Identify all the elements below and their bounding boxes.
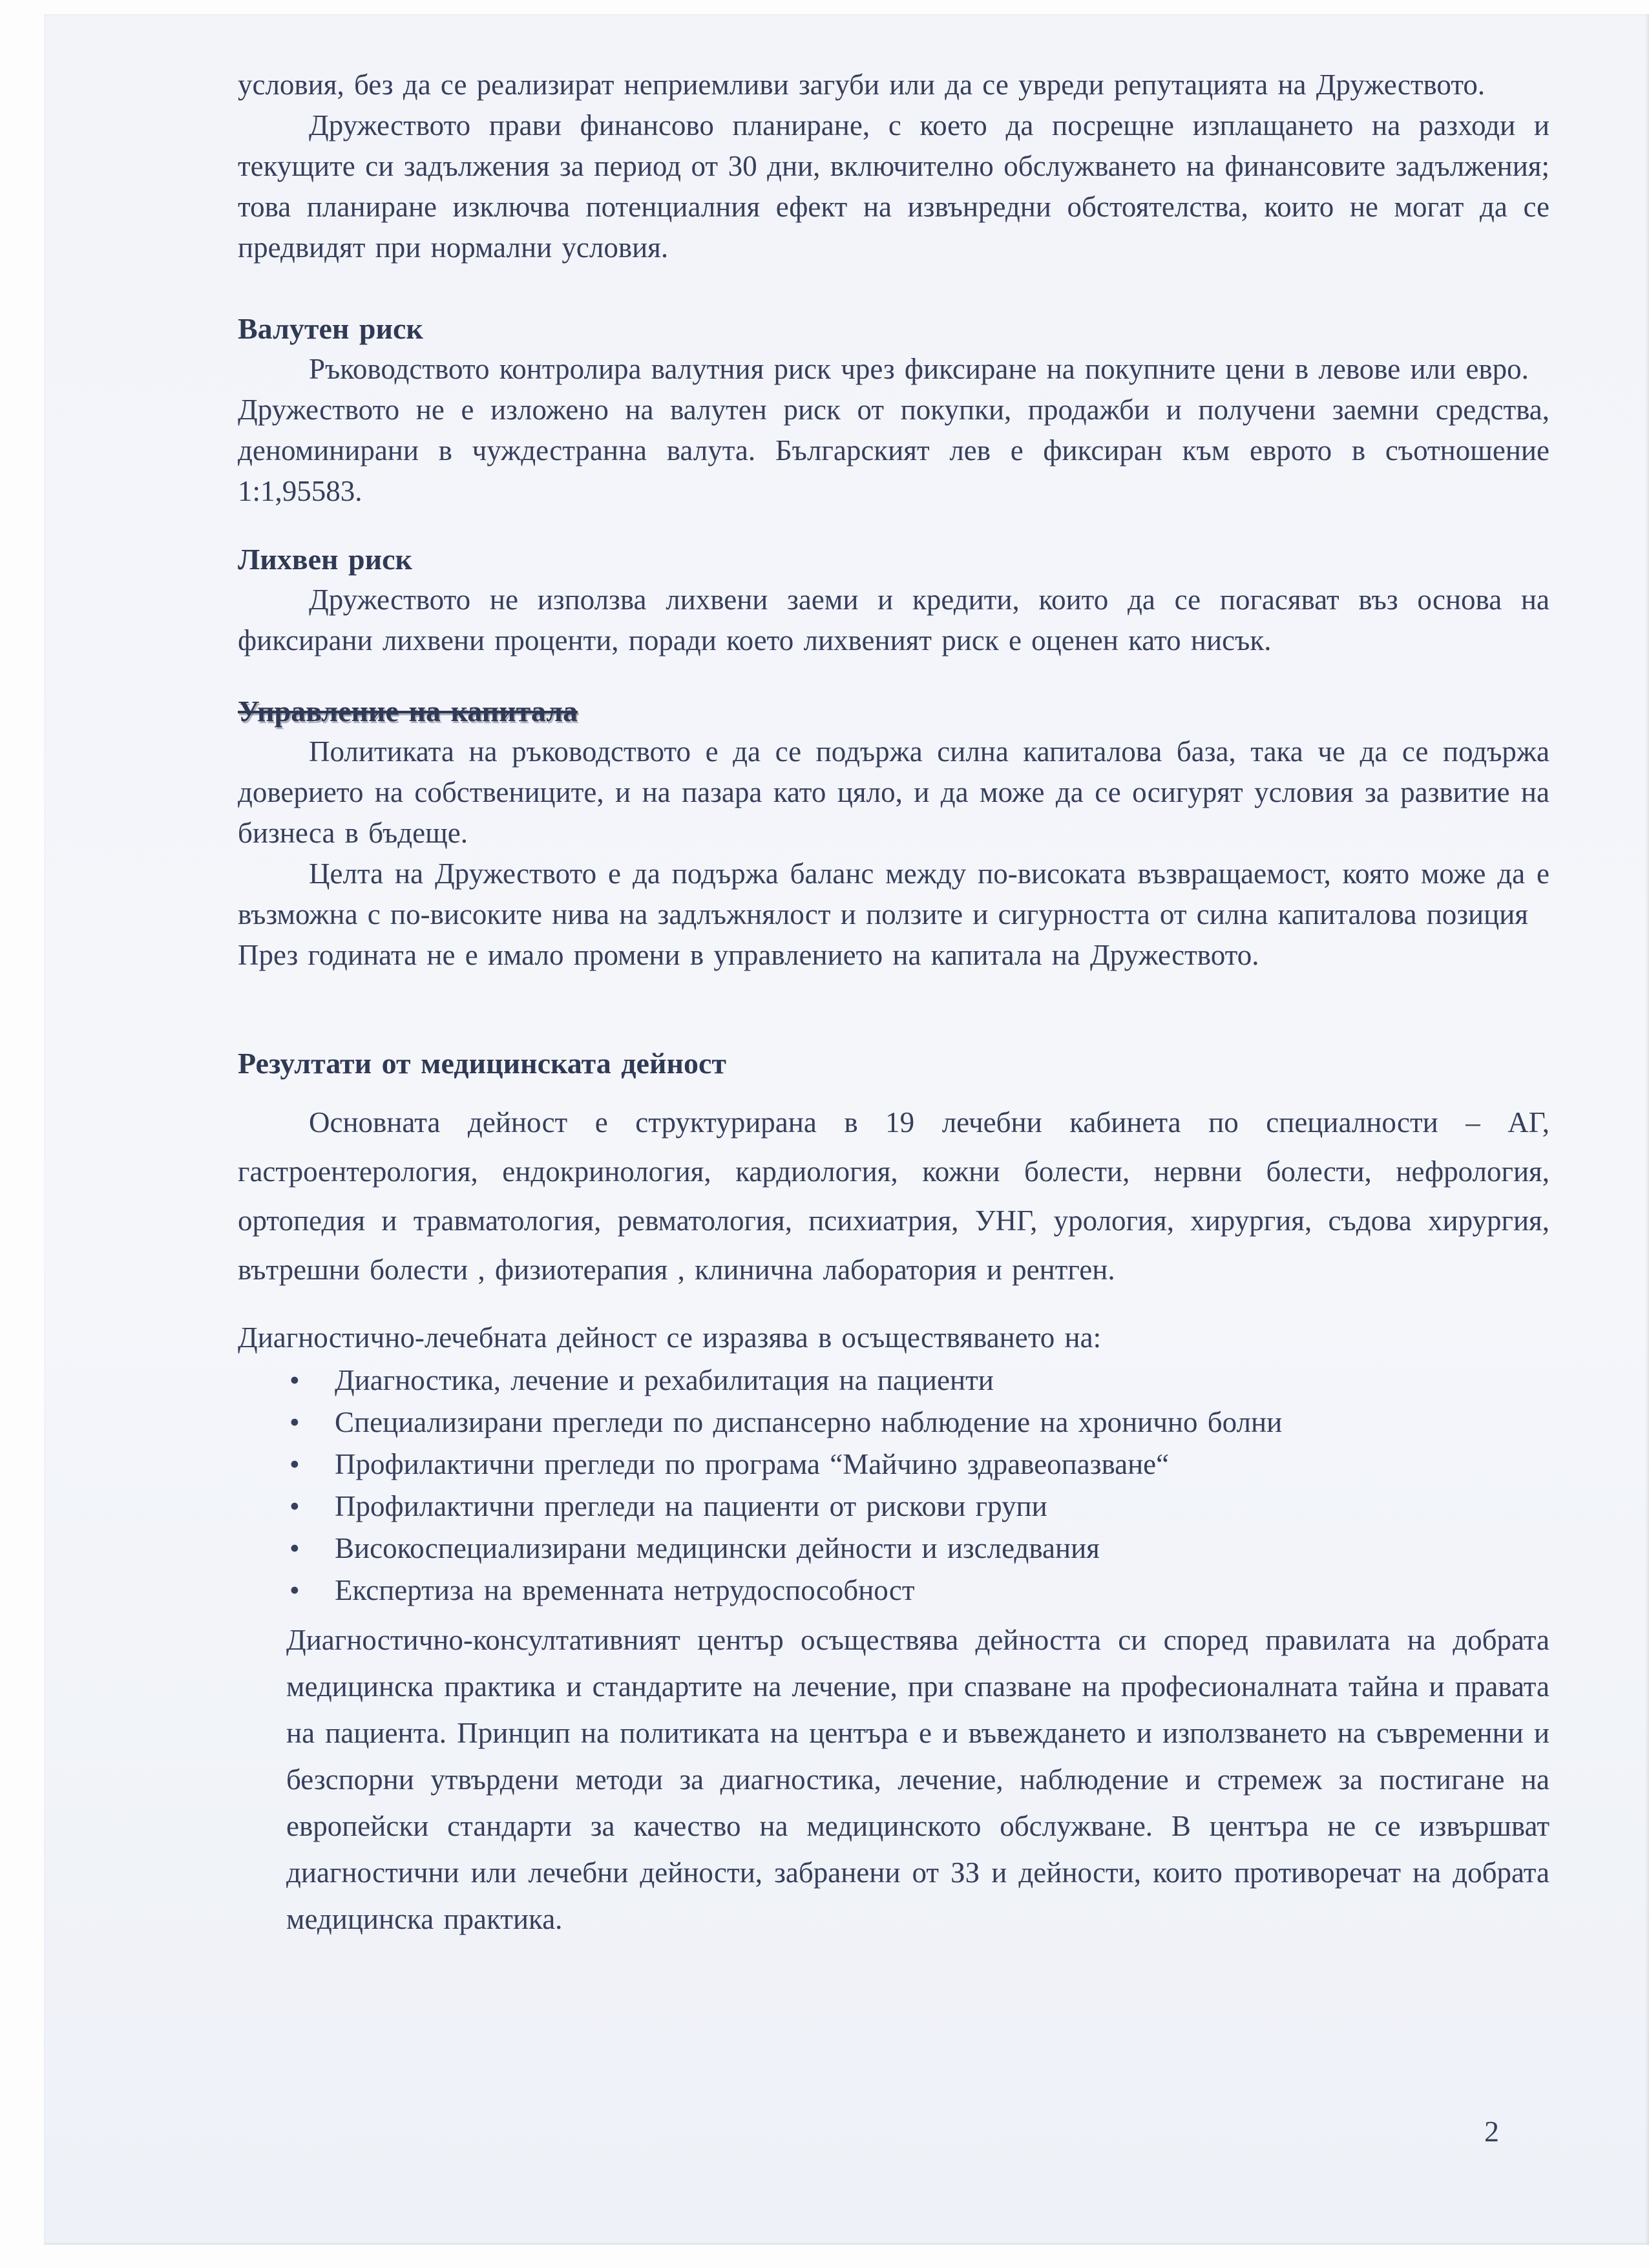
- paragraph-financial-planning: Дружеството прави финансово планиране, с което да посрещне изплащането на разходи и текущите си задължения за период от 30 дни, включително обслужването на финансовите задължения; това планиране изключва потенциалния ефект на извънредни обстоятелства, които не могат да се предвидят при нормални условия.: [238, 109, 1549, 264]
- list-item: • Профилактични прегледи по програма “Майчино здравеопазване“: [238, 1444, 1549, 1486]
- list-item: • Диагностика, лечение и рехабилитация на пациенти: [238, 1360, 1549, 1402]
- heading-medical-results: Резултати от медицинската дейност: [238, 1047, 726, 1080]
- paragraph-diagnostic-center: Диагностично-консултативният център осъществява дейността си според правилата на добрата медицинска практика и стандартите на лечение, при спазване на професионалната тайна и правата на пациента. Принцип на политиката на центъра е и въвеждането и използването на съвременни и безспорни утвърдени методи за диагностика, лечение, наблюдение и стремеж за постигане на европейски стандарти за качество на медицинското обслужване. В центъра не се извършват диагностични или лечебни дейности, забранени от ЗЗ и дейности, които противоречат на добрата медицинска практика.: [286, 1624, 1549, 1935]
- list-item: • Високоспециализирани медицински дейности и изследвания: [238, 1528, 1549, 1570]
- paragraph-medical-structure: Основната дейност е структурирана в 19 лечебни кабинета по специалности – АГ, гастроентерология, ендокринология, кардиология, кожни болести, нервни болести, нефрология, ортопедия и травматология, ревматология, психиатрия, УНГ, урология, хирургия, съдова хирургия, вътрешни болести , физиотерапия , клинична лаборатория и рентген.: [238, 1106, 1549, 1286]
- page-content: [238, 65, 1549, 1942]
- paper-sheet: [44, 14, 1649, 2245]
- heading-currency-risk: Валутен риск: [238, 312, 423, 345]
- heading-interest-risk: Лихвен риск: [238, 543, 413, 576]
- paragraph-interest-risk: Дружеството не използва лихвени заеми и кредити, които да се погасяват въз основа на фиксирани лихвени проценти, поради което лихвеният риск е оценен като нисък.: [238, 583, 1549, 656]
- activities-list: [238, 1360, 1549, 1612]
- paragraph-activities-intro: Диагностично-лечебната дейност се изразява в осъществяването на:: [238, 1321, 1102, 1354]
- paragraph-capital-no-changes: През годината не е имало промени в управлението на капитала на Дружеството.: [238, 939, 1259, 971]
- heading-capital-management: Управление на капитала: [238, 695, 578, 728]
- page-number: 2: [1484, 2115, 1499, 2148]
- paragraph-capital-goal: Целта на Дружеството е да подържа баланс между по-високата възвращаемост, която може да е възможна с по-високите нива на задлъжнялост и ползите и сигурността от силна капиталова позиция: [238, 857, 1549, 930]
- list-item: • Профилактични прегледи на пациенти от рискови групи: [238, 1486, 1549, 1528]
- list-item: • Специализирани прегледи по диспансерно наблюдение на хронично болни: [238, 1402, 1549, 1444]
- paragraph-currency-risk-2: Дружеството не е изложено на валутен риск от покупки, продажби и получени заемни средства, деноминирани в чуждестранна валута. Българският лев е фиксиран към еврото в съотношение 1:1,95583.: [238, 394, 1549, 507]
- paragraph-continuation: условия, без да се реализират неприемливи загуби или да се увреди репутацията на Дружеството.: [238, 68, 1486, 101]
- paragraph-currency-risk-1: Ръководството контролира валутния риск чрез фиксиране на покупните цени в левове или евро.: [309, 353, 1529, 385]
- list-item: • Експертиза на временната нетрудоспособност: [238, 1570, 1549, 1612]
- paragraph-capital-policy: Политиката на ръководството е да се подържа силна капиталова база, така че да се подържа доверието на собствениците, и на пазара като цяло, и да може да се осигурят условия за развитие на бизнеса в бъдеще.: [238, 735, 1549, 849]
